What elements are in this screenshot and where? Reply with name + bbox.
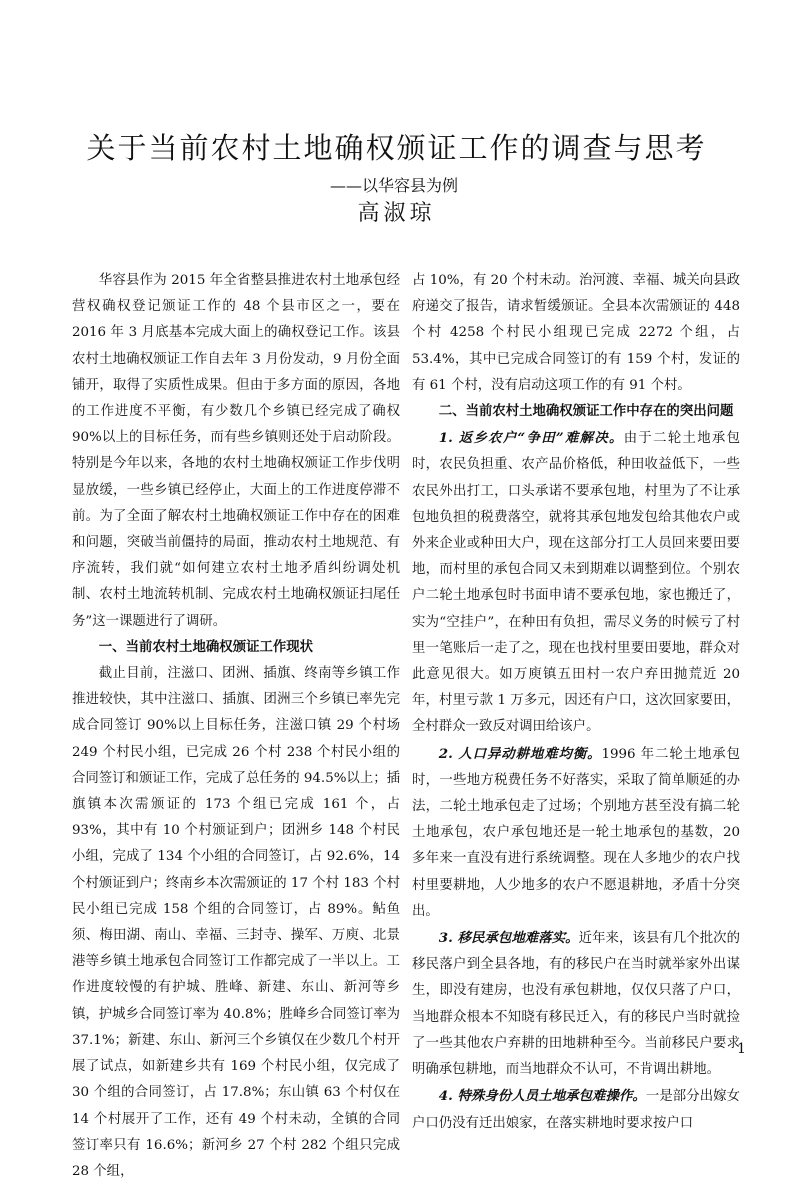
author-name: 高淑琼 — [357, 201, 436, 226]
status-paragraph: 截止目前，注滋口、团洲、插旗、终南等乡镇工作推进较快，其中注滋口、插旗、团洲三个乡镇已率先完成合同签订 90%以上目标任务，注滋口镇 29 个村场 249 个村民小组，已完成 26 个村 238 个村民小组的合同签订和颁证工作，完成了总任务的 94.5%以上；插旗镇本次需颁证的 173 个组已完成 161 个，占 93%，其中有 10 个村颁证到户；团洲乡 148 个村民小组，完成了 134 个小组的合同签订，占 92.6%，14 个村颁证到户；终南乡本次需颁证的 17 个村 183 个村民小组已完成 158 个组的合同签订，占 89%。鲇鱼须、梅田湖、南山、幸福、三封寺、操军、万庾、北景港等乡镇土地承包合同签订工作都完成了一半以上。工作进度较慢的有护城、胜峰、新建、东山、新河等乡镇，护城乡合同签订率为 40.8%；胜峰乡合同签订率为 37.1%；新建、东山、新河三个乡镇仅在少数几个村开展了试点，如新建乡共有 169 个村民小组，仅完成了 30 个组的合同签订，占 17.8%；东山镇 63 个村仅在 14 个村展开了工作，还有 49 个村未动，全镇的合同签订率只有 16.6%；新河乡 27 个村 282 个组只完成 28 个组， — [72, 666, 400, 1179]
problem-item-1-lead: 1. 返乡农户“争田”难解决。 — [438, 430, 624, 447]
problem-item-2-body: 1996 年二轮土地承包时，一些地方税费任务不好落实，采取了简单顺延的办法，二轮土地承包走了过场；个别地方甚至没有搞二轮土地承包，农户承包地还是一轮土地承包的基数，20 多年来一直没有进行系统调整。现在人多地少的农户找村里要耕地，人少地多的农户不愿退耕地，矛盾十分突出。 — [412, 746, 740, 919]
page-number: 1 — [737, 1041, 746, 1057]
article-subtitle: ——以华容县为例 — [330, 176, 459, 195]
problem-item-3 — [412, 925, 740, 1083]
section-heading-1: 一、当前农村土地确权颁证工作现状 — [98, 639, 314, 655]
intro-paragraph: 华容县作为 2015 年全省整县推进农村土地承包经营权确权登记颁证工作的 48 个县市区之一，要在 2016 年 3 月底基本完成大面上的确权登记工作。该县农村土地确权颁证工作自去年 3 月份发动，9 月份全面铺开，取得了实质性成果。但由于多方面的原因，各地的工作进度不平衡，有少数几个乡镇已经完成了确权 90%以上的目标任务，而有些乡镇则还处于启动阶段。特别是今年以来，各地的农村土地确权颁证工作步伐明显放缓，一些乡镇已经停止，大面上的工作进度停滞不前。为了全面了解农村土地确权颁证工作中存在的困难和问题，突破当前僵持的局面，推动农村土地规范、有序流转，我们就“如何建立农村土地矛盾纠纷调处机制、农村土地流转机制、完成农村土地确权颁证扫尾任务”这一课题进行了调研。 — [72, 273, 400, 629]
left-column — [72, 268, 400, 1185]
problem-item-2 — [412, 741, 740, 925]
status-paragraph-continued: 占 10%，有 20 个村未动。治河渡、幸福、城关向县政府递交了报告，请求暂缓颁证。全县本次需颁证的 448 个村 4258 个村民小组现已完成 2272 个组，占 53.4%，其中已完成合同签订的有 159 个村，发证的有 61 个村，没有启动这项工作的有 91 个村。 — [412, 273, 740, 393]
article-title: 关于当前农村土地确权颁证工作的调查与思考 — [86, 131, 707, 165]
problem-item-3-lead: 3. 移民承包地难落实。 — [438, 930, 579, 947]
right-column — [412, 268, 740, 1137]
problem-item-1-body: 由于二轮土地承包时，农民负担重、农产品价格低，种田收益低下，一些农民外出打工，口头承诺不要承包地，村里为了不让承包地负担的税费落空，就将其承包地发包给其他农户或外来企业或种田大户，现在这部分打工人员回来要田要地，而村里的承包合同又未到期难以调整到位。个别农户二轮土地承包时书面申请不要承包地，家也搬迁了，实为“空挂户”，在种田有负担，需尽义务的时候亏了村里一笔账后一走了之，现在也找村里要田要地，群众对此意见很大。如万庾镇五田村一农户弃田抛荒近 20 年，村里亏款 1 万多元，因还有户口，这次回家要田，全村群众一致反对调田给该户。 — [412, 431, 741, 735]
problem-item-4-body: 一是部分出嫁女户口仍没有迁出娘家，在落实耕地时要求按户口 — [412, 1089, 741, 1131]
problem-item-4-lead: 4. 特殊身份人员土地承包难操作。 — [438, 1088, 646, 1105]
section-heading-2: 二、当前农村土地确权颁证工作中存在的突出问题 — [438, 404, 734, 420]
problem-item-1 — [412, 425, 740, 740]
problem-item-2-lead: 2. 人口异动耕地难均衡。 — [438, 745, 602, 762]
problem-item-3-body: 近年来，该县有几个批次的移民落户到全县各地，有的移民户在当时就举家外出谋生，即没有建房，也没有承包耕地，仅仅只落了户口，当地群众根本不知晓有移民迁入，有的移民户当时就捡了一些其他农户弃耕的田地耕种至今。当前移民户要求明确承包耕地，而当地群众不认可，不肯调出耕地。 — [412, 931, 741, 1078]
problem-item-4 — [412, 1083, 740, 1136]
